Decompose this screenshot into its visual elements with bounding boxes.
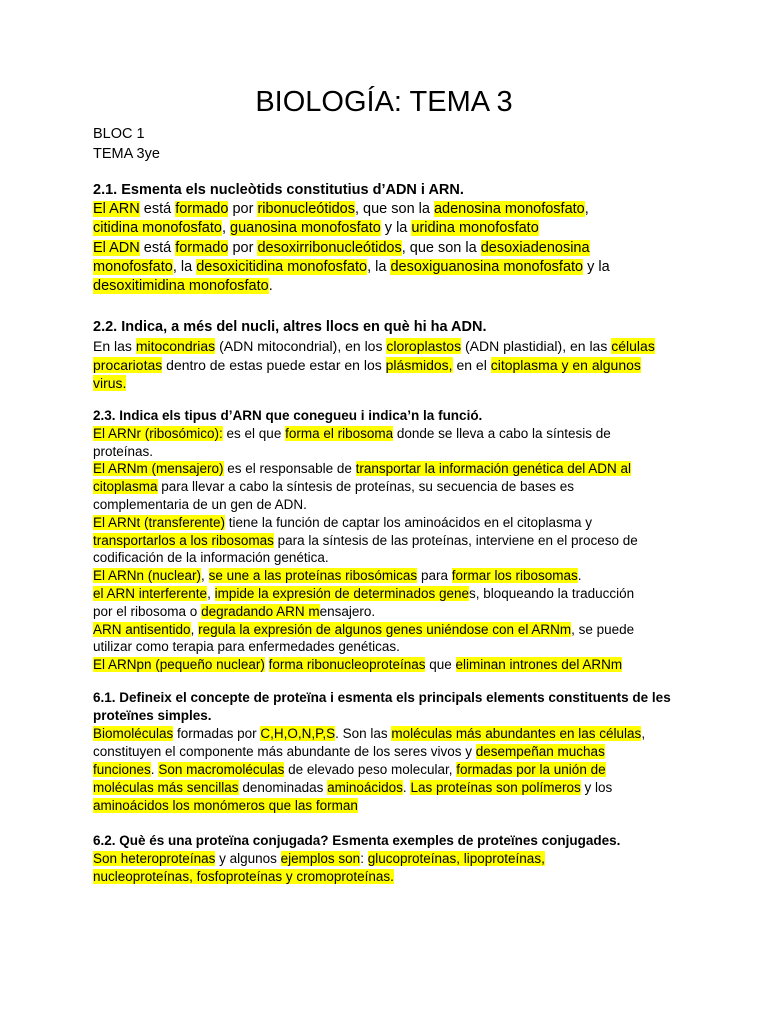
section-2-2 xyxy=(93,317,683,393)
highlighted-text: citoplasma y en algunos xyxy=(490,356,641,373)
highlighted-text: se une a las proteínas ribosómicas xyxy=(208,568,418,584)
highlighted-text: desempeñan muchas xyxy=(475,744,605,759)
highlighted-text: desoxiguanosina monofosfato xyxy=(390,258,584,275)
section-6-2 xyxy=(93,832,683,886)
section-heading: 2.2. Indica, a més del nucli, altres llocs en què hi ha ADN. xyxy=(93,319,487,335)
highlighted-text: monofosfato xyxy=(93,258,173,275)
highlighted-text: Son heteroproteínas xyxy=(93,851,216,866)
section-heading: 2.1. Esmenta els nucleòtids constitutius d’ADN i ARN. xyxy=(93,182,464,198)
highlighted-text: regula la expresión de algunos genes uniéndose con el ARNm xyxy=(198,621,572,637)
tema-label: TEMA 3ye xyxy=(93,146,160,162)
text-run: de elevado peso molecular, xyxy=(284,762,457,777)
text-line xyxy=(93,514,683,532)
text-run: por el ribosoma o xyxy=(93,603,202,619)
highlighted-text: virus. xyxy=(93,375,127,391)
text-run: complementaria de un gen de ADN. xyxy=(93,496,307,512)
highlighted-text: El ARNt (transferente) xyxy=(93,514,226,530)
text-run: para llevar a cabo la síntesis de proteínas, su secuencia de bases es xyxy=(157,479,575,495)
highlighted-text: funciones xyxy=(93,762,151,777)
text-run: : xyxy=(360,851,368,866)
text-line xyxy=(93,761,683,779)
highlighted-text: impide la expresión de determinados gene xyxy=(214,585,469,601)
highlighted-text: El ARNr (ribosómico): xyxy=(93,425,223,441)
text-line xyxy=(93,496,683,514)
text-run: , que son la xyxy=(401,239,481,256)
page-title: BIOLOGÍA: TEMA 3 xyxy=(255,86,513,118)
highlighted-text: Las proteínas son polímeros xyxy=(410,780,581,795)
section-2-1 xyxy=(93,181,683,296)
highlighted-text: El ARNm (mensajero) xyxy=(93,461,224,477)
highlighted-text: nucleoproteínas, fosfoproteínas y cromoproteínas. xyxy=(93,869,394,884)
text-line xyxy=(93,460,683,478)
highlighted-text: células xyxy=(611,338,655,354)
text-run: está xyxy=(139,239,176,256)
text-run: , xyxy=(190,621,199,637)
text-line xyxy=(93,549,683,567)
text-line xyxy=(93,532,683,550)
text-line xyxy=(93,356,683,375)
text-run: y los xyxy=(580,780,613,795)
text-run: . Son las xyxy=(335,726,392,741)
text-run: por xyxy=(228,201,258,218)
text-run: por xyxy=(228,239,258,256)
text-run: . xyxy=(268,278,273,295)
highlighted-text: El ARNn (nuclear) xyxy=(93,568,202,584)
text-run: y la xyxy=(380,220,412,237)
text-line xyxy=(93,868,683,886)
text-run: es el responsable de xyxy=(223,461,356,477)
highlighted-text: El ARN xyxy=(93,201,140,218)
text-line xyxy=(93,638,683,656)
text-run: en el xyxy=(452,356,491,373)
text-run: y la xyxy=(583,258,610,275)
highlighted-text: Biomoléculas xyxy=(93,726,174,741)
text-run: para la síntesis de las proteínas, interviene en el proceso de xyxy=(273,532,638,548)
text-run: es el que xyxy=(222,425,286,441)
text-line xyxy=(93,797,683,815)
text-line xyxy=(93,200,683,219)
text-run: para xyxy=(417,568,452,584)
highlighted-text: desoxirribonucleótidos xyxy=(257,239,402,256)
text-run: utilizar como terapia para enfermedades genéticas. xyxy=(93,639,400,655)
text-run: (ADN plastidial), en las xyxy=(461,338,612,354)
text-run: donde se lleva a cabo la síntesis de xyxy=(393,425,611,441)
highlighted-text: desoxiadenosina xyxy=(480,239,590,256)
highlighted-text: plásmidos, xyxy=(385,356,453,373)
text-line xyxy=(93,478,683,496)
text-run: En las xyxy=(93,338,136,354)
section-2-3 xyxy=(93,407,683,674)
highlighted-text: formadas por la unión de xyxy=(456,762,606,777)
text-line xyxy=(93,585,683,603)
highlighted-text: ejemplos son xyxy=(280,851,361,866)
highlighted-text: transportarlos a los ribosomas xyxy=(93,532,274,548)
text-line xyxy=(93,603,683,621)
highlighted-text: mitocondrias xyxy=(135,338,216,354)
section-heading: 6.2. Què és una proteïna conjugada? Esmenta exemples de proteïnes conjugades. xyxy=(93,833,621,848)
text-run: formadas por xyxy=(173,726,261,741)
text-run: , xyxy=(641,726,646,741)
text-run: , xyxy=(201,568,209,584)
highlighted-text: aminoácidos los monómeros que las forman xyxy=(93,798,358,813)
text-run: está xyxy=(139,201,176,218)
text-line xyxy=(93,374,683,393)
text-run: proteínas. xyxy=(93,443,154,459)
highlighted-text: Son macromoléculas xyxy=(158,762,285,777)
highlighted-text: degradando ARN m xyxy=(201,603,320,619)
text-line xyxy=(93,743,683,761)
text-line xyxy=(93,443,683,461)
highlighted-text: uridina monofosfato xyxy=(411,220,539,237)
text-line xyxy=(93,779,683,797)
text-line xyxy=(93,277,683,296)
highlighted-text: desoxicitidina monofosfato xyxy=(196,258,368,275)
highlighted-text: C,H,O,N,P,S xyxy=(260,726,336,741)
text-run: . xyxy=(577,568,582,584)
highlighted-text: ARN antisentido xyxy=(93,621,191,637)
text-line xyxy=(93,337,683,356)
text-line xyxy=(93,567,683,585)
highlighted-text: procariotas xyxy=(93,356,163,373)
highlighted-text: citidina monofosfato xyxy=(93,220,222,237)
highlighted-text: forma ribonucleoproteínas xyxy=(268,657,426,673)
text-line xyxy=(93,219,683,238)
text-run: codificación de la información genética. xyxy=(93,550,329,566)
text-line xyxy=(93,621,683,639)
highlighted-text: El ARNpn (pequeño nuclear) xyxy=(93,657,265,673)
text-line xyxy=(93,656,683,674)
text-run: s, bloqueando la traducción xyxy=(469,585,635,601)
highlighted-text: formar los ribosomas xyxy=(451,568,578,584)
text-run: , xyxy=(207,585,215,601)
text-run: y algunos xyxy=(215,851,281,866)
text-run: , xyxy=(584,201,589,218)
highlighted-text: el ARN interferente xyxy=(93,585,208,601)
text-run: que xyxy=(425,657,456,673)
text-run: , xyxy=(221,220,231,237)
highlighted-text: adenosina monofosfato xyxy=(433,201,585,218)
highlighted-text: forma el ribosoma xyxy=(285,425,394,441)
text-line xyxy=(93,850,683,868)
text-run: , la xyxy=(172,258,197,275)
text-run: (ADN mitocondrial), en los xyxy=(215,338,387,354)
text-run: , se puede xyxy=(571,621,635,637)
highlighted-text: aminoácidos xyxy=(327,780,403,795)
text-run: constituyen el componente más abundante de los seres vivos y xyxy=(93,744,476,759)
highlighted-text: transportar la información genética del ADN al xyxy=(355,461,632,477)
text-run: ensajero. xyxy=(319,603,376,619)
text-run: tiene la función de captar los aminoácidos en el citoplasma y xyxy=(225,514,593,530)
section-6-1 xyxy=(93,689,683,815)
text-line xyxy=(93,258,683,277)
text-line xyxy=(93,239,683,258)
highlighted-text: ribonucleótidos xyxy=(257,201,355,218)
text-run: denominadas xyxy=(238,780,328,795)
highlighted-text: cloroplastos xyxy=(386,338,462,354)
highlighted-text: guanosina monofosfato xyxy=(230,220,381,237)
text-line xyxy=(93,425,683,443)
highlighted-text: El ADN xyxy=(93,239,140,256)
highlighted-text: formado xyxy=(175,201,229,218)
highlighted-text: glucoproteínas, lipoproteínas, xyxy=(367,851,545,866)
text-line xyxy=(93,725,683,743)
text-run: , la xyxy=(367,258,391,275)
document-meta xyxy=(93,124,160,164)
text-run: , que son la xyxy=(354,201,434,218)
highlighted-text: formado xyxy=(175,239,229,256)
highlighted-text: moléculas más sencillas xyxy=(93,780,239,795)
text-run: dentro de estas puede estar en los xyxy=(162,356,386,373)
section-heading: 2.3. Indica els tipus d’ARN que conegueu i indica’n la funció. xyxy=(93,408,483,423)
section-heading: 6.1. Defineix el concepte de proteïna i esmenta els principals elements constituents de les proteïnes simples. xyxy=(93,690,671,723)
highlighted-text: moléculas más abundantes en las células xyxy=(391,726,642,741)
text-run: . xyxy=(402,780,411,795)
highlighted-text: eliminan intrones del ARNm xyxy=(455,657,623,673)
bloc-label: BLOC 1 xyxy=(93,126,145,142)
highlighted-text: desoxitimidina monofosfato xyxy=(93,278,269,295)
text-run: . xyxy=(150,762,159,777)
highlighted-text: citoplasma xyxy=(93,479,158,495)
